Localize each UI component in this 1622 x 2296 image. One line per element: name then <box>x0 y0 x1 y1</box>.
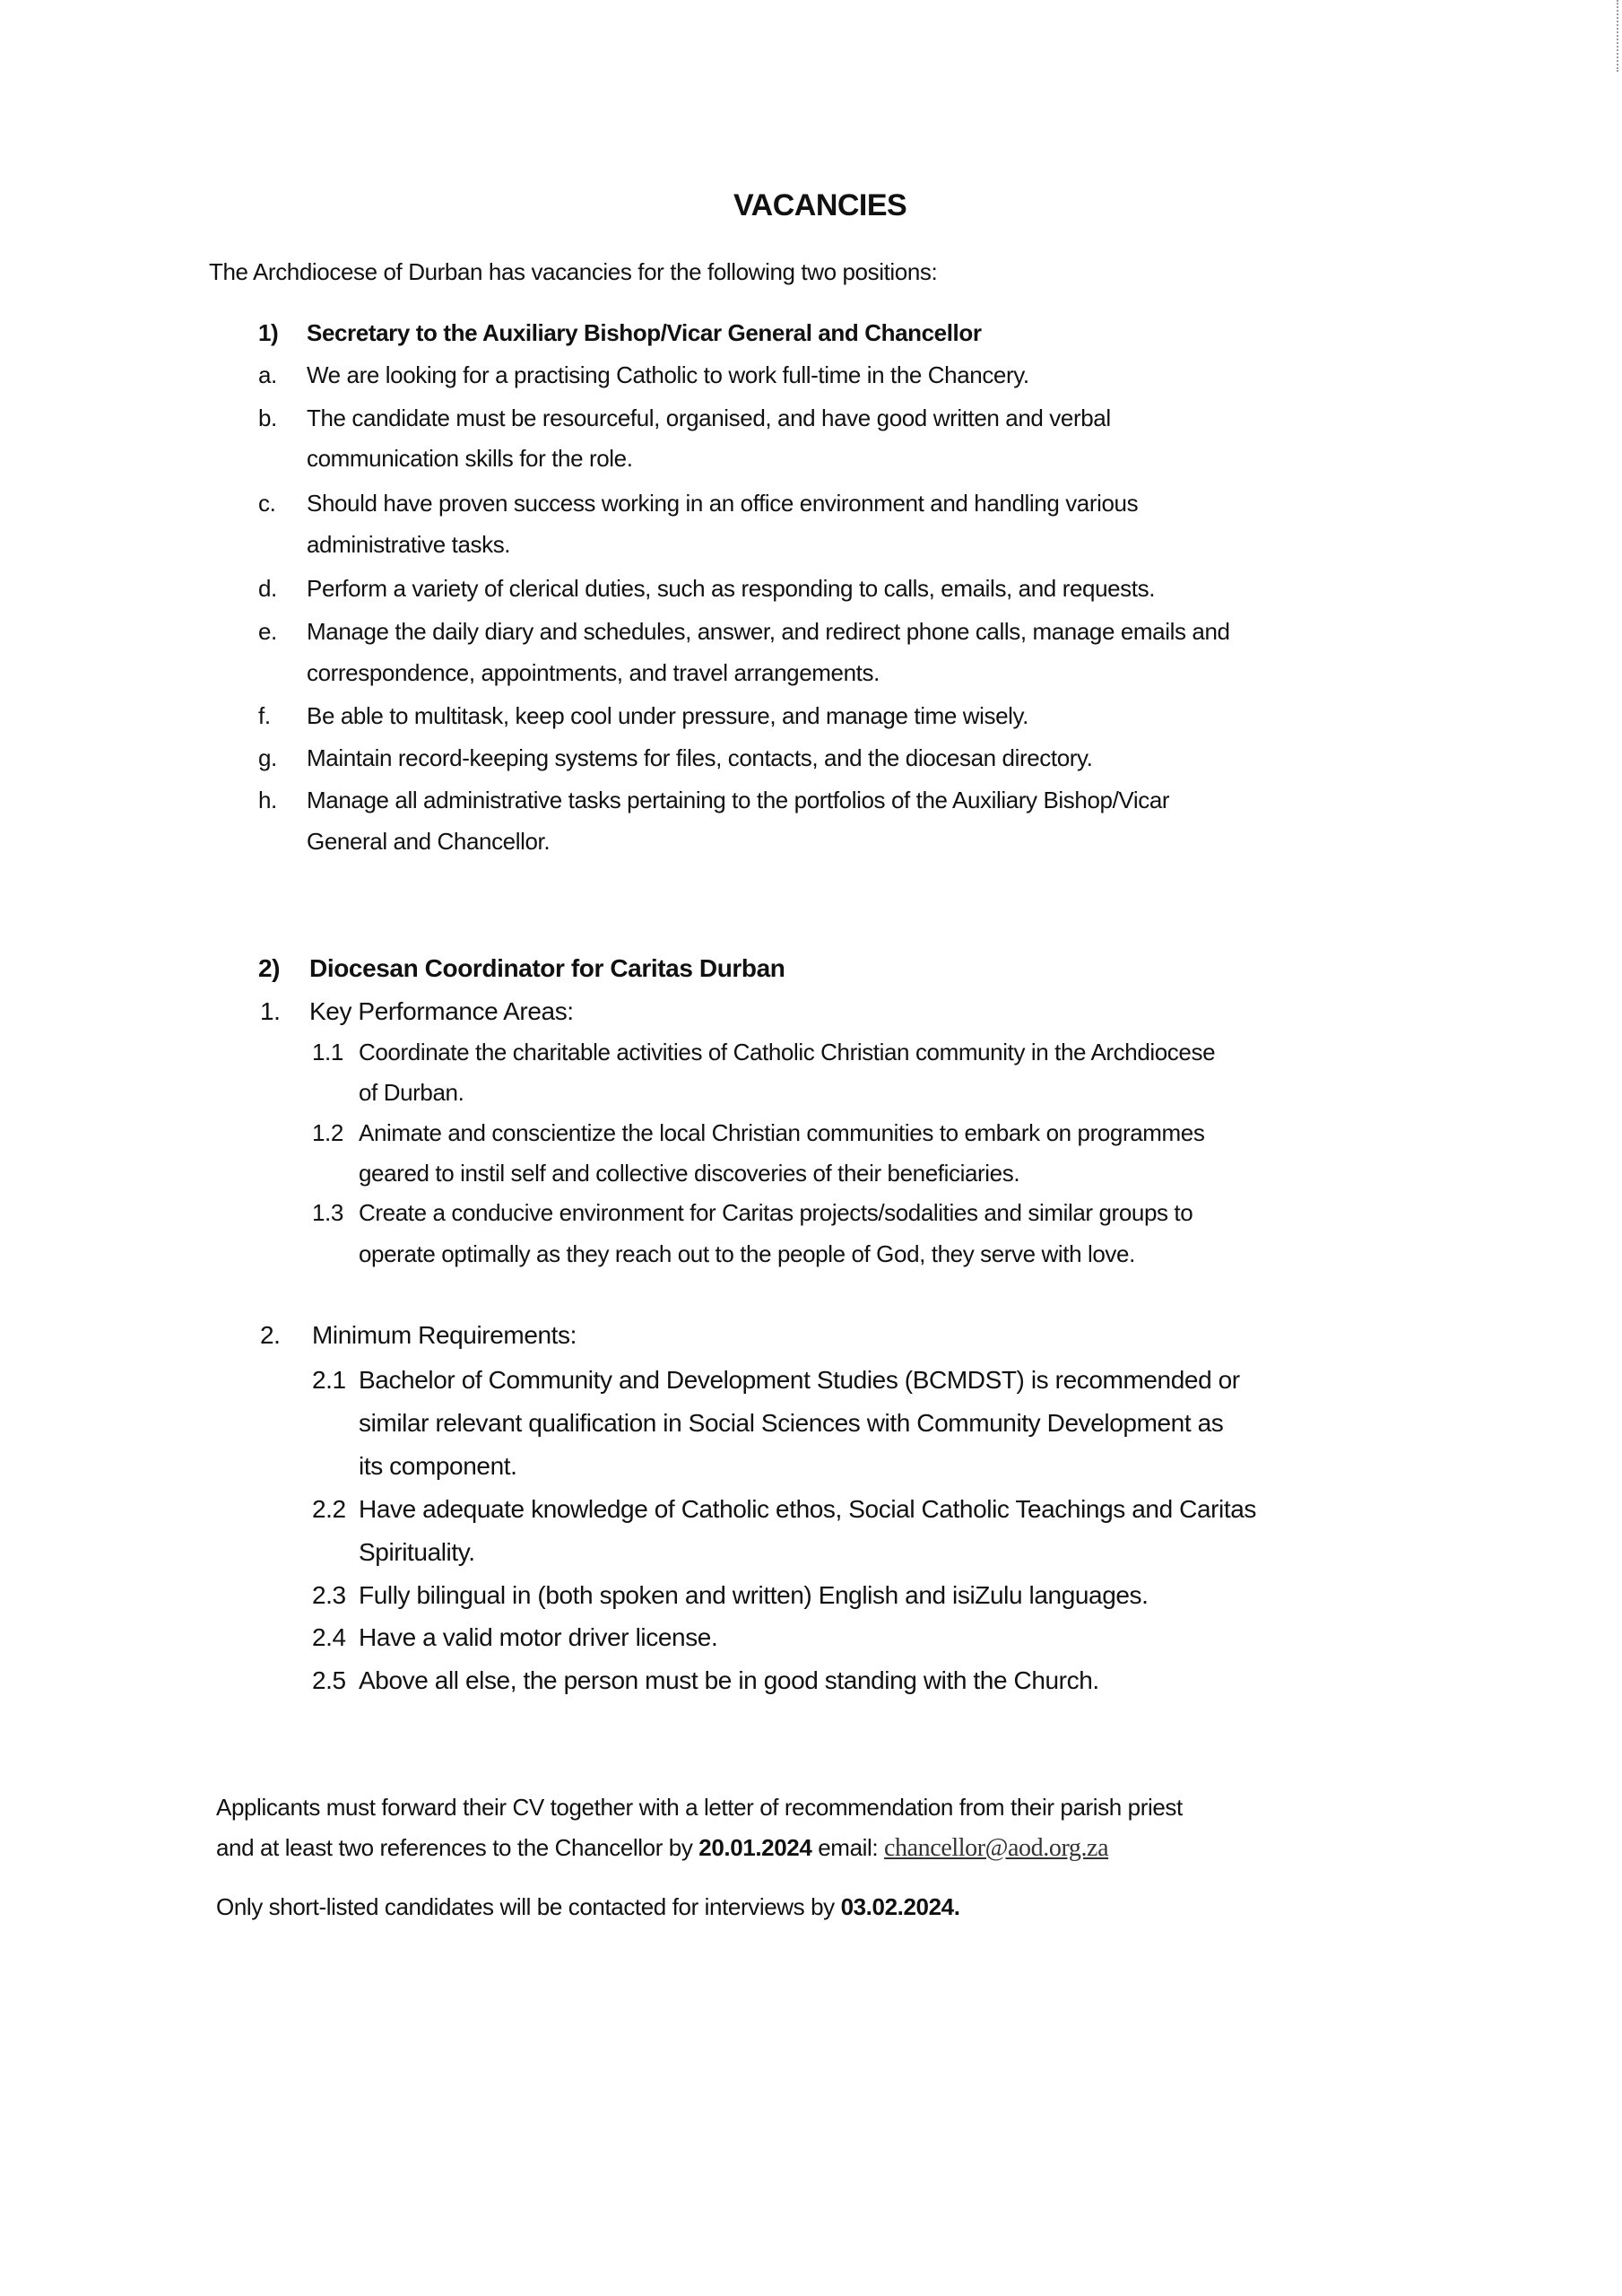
p1-item-label: h. <box>258 787 277 813</box>
kpa-number: 1. <box>260 997 281 1025</box>
p1-item-label: a. <box>258 361 277 388</box>
p1-item-text: General and Chancellor. <box>307 828 551 855</box>
kpa-item-text: operate optimally as they reach out to the people of God, they serve with love. <box>359 1240 1135 1267</box>
kpa-item-text: geared to instil self and collective discoveries of their beneficiaries. <box>359 1160 1020 1187</box>
kpa-item-text: of Durban. <box>359 1079 464 1106</box>
req-item-text: Fully bilingual in (both spoken and written) English and isiZulu languages. <box>359 1581 1149 1609</box>
p1-item-text: Perform a variety of clerical duties, such as responding to calls, emails, and requests. <box>307 575 1156 602</box>
kpa-item-label: 1.3 <box>312 1199 343 1226</box>
application-deadline: 20.01.2024 <box>698 1834 812 1861</box>
p1-item-text: communication skills for the role. <box>307 445 633 472</box>
intro-text: The Archdiocese of Durban has vacancies for the following two positions: <box>209 258 938 285</box>
requirements-heading: Minimum Requirements: <box>312 1321 577 1349</box>
p1-item-text: Manage the daily diary and schedules, answer, and redirect phone calls, manage emails and <box>307 618 1230 645</box>
p1-item-text: Manage all administrative tasks pertaining to the portfolios of the Auxiliary Bishop/Vicar <box>307 787 1170 813</box>
req-item-text: Have adequate knowledge of Catholic ethos, Social Catholic Teachings and Caritas <box>359 1495 1257 1523</box>
p1-item-text: We are looking for a practising Catholic to work full-time in the Chancery. <box>307 361 1029 388</box>
p1-item-text: The candidate must be resourceful, organised, and have good written and verbal <box>307 404 1111 431</box>
p1-item-text: administrative tasks. <box>307 531 511 558</box>
p1-item-text: Be able to multitask, keep cool under pressure, and manage time wisely. <box>307 702 1028 729</box>
email-link[interactable]: chancellor@aod.org.za <box>884 1834 1109 1862</box>
p1-item-label: f. <box>258 702 271 729</box>
kpa-item-text: Coordinate the charitable activities of Catholic Christian community in the Archdiocese <box>359 1039 1216 1065</box>
req-item-text: Spirituality. <box>359 1538 475 1566</box>
position1-number: 1) <box>258 319 279 346</box>
application-deadline-line <box>216 1836 1108 1861</box>
position1-heading: Secretary to the Auxiliary Bishop/Vicar General and Chancellor <box>307 319 982 346</box>
p1-item-text: Maintain record-keeping systems for files, contacts, and the diocesan directory. <box>307 744 1093 771</box>
req-item-text: Bachelor of Community and Development Studies (BCMDST) is recommended or <box>359 1366 1240 1394</box>
kpa-heading: Key Performance Areas: <box>309 997 574 1025</box>
interview-date: 03.02.2024. <box>840 1893 960 1920</box>
req-item-label: 2.2 <box>312 1495 346 1523</box>
kpa-item-label: 1.1 <box>312 1039 343 1065</box>
page-title: VACANCIES <box>733 188 907 222</box>
email-label: email: <box>811 1834 885 1861</box>
p1-item-label: c. <box>258 490 276 517</box>
req-item-text: similar relevant qualification in Social Sciences with Community Development as <box>359 1409 1224 1437</box>
kpa-item-text: Animate and conscientize the local Christian communities to embark on programmes <box>359 1119 1205 1146</box>
shortlist-note <box>216 1895 960 1918</box>
p1-item-label: g. <box>258 744 277 771</box>
req-item-text: Have a valid motor driver license. <box>359 1623 718 1651</box>
application-instructions: Applicants must forward their CV together with a letter of recommendation from their parish priest <box>216 1794 1183 1821</box>
requirements-number: 2. <box>260 1321 281 1349</box>
kpa-item-text: Create a conducive environment for Caritas projects/sodalities and similar groups to <box>359 1199 1193 1226</box>
scan-edge-artifact <box>1617 0 1620 72</box>
req-item-label: 2.5 <box>312 1666 346 1694</box>
p1-item-label: d. <box>258 575 277 602</box>
p1-item-text: correspondence, appointments, and travel arrangements. <box>307 659 880 686</box>
position2-number: 2) <box>258 954 281 982</box>
req-item-text: its component. <box>359 1452 517 1480</box>
p1-item-label: e. <box>258 618 277 645</box>
req-item-label: 2.1 <box>312 1366 346 1394</box>
req-item-label: 2.4 <box>312 1623 346 1651</box>
position2-heading: Diocesan Coordinator for Caritas Durban <box>309 954 785 982</box>
req-item-text: Above all else, the person must be in good standing with the Church. <box>359 1666 1099 1694</box>
application-line2-text: and at least two references to the Chancellor by <box>216 1834 699 1861</box>
p1-item-text: Should have proven success working in an office environment and handling various <box>307 490 1139 517</box>
kpa-item-label: 1.2 <box>312 1119 343 1146</box>
shortlist-text: Only short-listed candidates will be contacted for interviews by <box>216 1893 841 1920</box>
p1-item-label: b. <box>258 404 277 431</box>
req-item-label: 2.3 <box>312 1581 346 1609</box>
